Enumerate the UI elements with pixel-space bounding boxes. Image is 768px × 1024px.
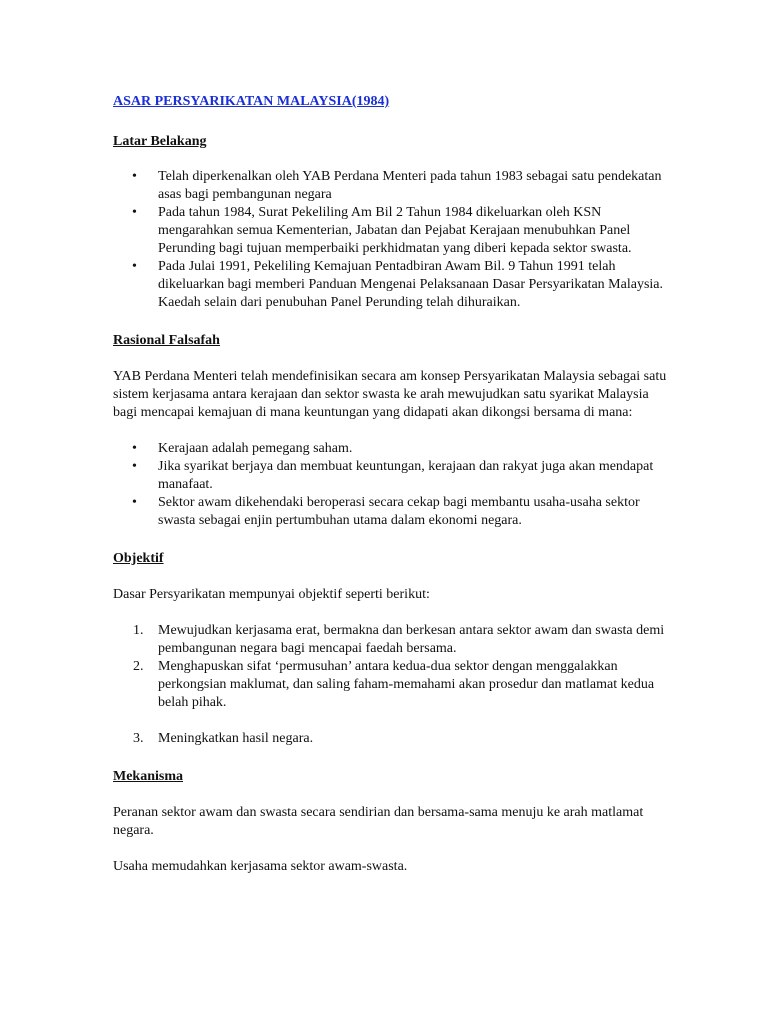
bullet-icon: •	[132, 169, 137, 184]
mekanisma-paragraph: Peranan sektor awam dan swasta secara sendirian dan bersama-sama menuju ke arah matlamat negara.	[113, 805, 644, 838]
list-item: • Telah diperkenalkan oleh YAB Perdana Menteri pada tahun 1983 sebagai satu pendekatan asas bagi pembangunan negara	[132, 169, 662, 202]
rasional-list	[113, 440, 673, 530]
heading-objektif: Objektif	[113, 551, 164, 566]
bullet-icon: •	[132, 205, 137, 220]
heading-rasional-falsafah: Rasional Falsafah	[113, 333, 220, 348]
list-item: 1. Mewujudkan kerjasama erat, bermakna dan berkesan antara sektor awam dan swasta demi pembangunan negara bagi mencapai faedah bersama.	[133, 623, 665, 656]
list-item: 2. Menghapuskan sifat ‘permusuhan’ antara kedua-dua sektor dengan menggalakkan perkongsian maklumat, dan saling faham-memahami akan prosedur dan matlamat kedua belah pihak.	[133, 659, 655, 710]
latar-belakang-list	[113, 168, 673, 312]
list-item: • Sektor awam dikehendaki beroperasi secara cekap bagi membantu usaha-usaha sektor swasta sebagai enjin pertumbuhan utama dalam ekonomi negara.	[132, 495, 640, 528]
list-item: • Jika syarikat berjaya dan membuat keuntungan, kerajaan dan rakyat juga akan mendapat manafaat.	[132, 459, 654, 492]
heading-mekanisma: Mekanisma	[113, 769, 183, 784]
bullet-icon: •	[132, 259, 137, 274]
list-item: 3. Meningkatkan hasil negara.	[133, 731, 314, 746]
mekanisma-paragraph: Usaha memudahkan kerjasama sektor awam-swasta.	[113, 859, 408, 874]
objektif-intro: Dasar Persyarikatan mempunyai objektif seperti berikut:	[113, 587, 430, 602]
document-title: ASAR PERSYARIKATAN MALAYSIA(1984)	[113, 94, 390, 109]
heading-latar-belakang: Latar Belakang	[113, 134, 207, 149]
bullet-icon: •	[132, 495, 137, 510]
document-page	[113, 93, 673, 876]
bullet-icon: •	[132, 441, 137, 456]
list-item: • Pada tahun 1984, Surat Pekeliling Am Bil 2 Tahun 1984 dikeluarkan oleh KSN mengarahkan semua Kementerian, Jabatan dan Pejabat Kerajaan menubuhkan Panel Perunding bagi tujuan memperbaiki perkhidmatan yang diberi kepada sektor swasta.	[132, 205, 632, 256]
bullet-icon: •	[132, 459, 137, 474]
rasional-intro: YAB Perdana Menteri telah mendefinisikan secara am konsep Persyarikatan Malaysia sebagai satu sistem kerjasama antara kerajaan dan sektor swasta ke arah mewujudkan satu syarikat Malaysia bagi mencapai kemajuan di mana keuntungan yang didapati akan dikongsi bersama di mana:	[113, 369, 667, 420]
list-item: • Pada Julai 1991, Pekeliling Kemajuan Pentadbiran Awam Bil. 9 Tahun 1991 telah dikeluarkan bagi memberi Panduan Mengenai Pelaksanaan Dasar Persyarikatan Malaysia. Kaedah selain dari penubuhan Panel Perunding telah dihuraikan.	[132, 259, 663, 310]
objektif-list	[113, 622, 673, 748]
list-item: • Kerajaan adalah pemegang saham.	[132, 441, 353, 456]
